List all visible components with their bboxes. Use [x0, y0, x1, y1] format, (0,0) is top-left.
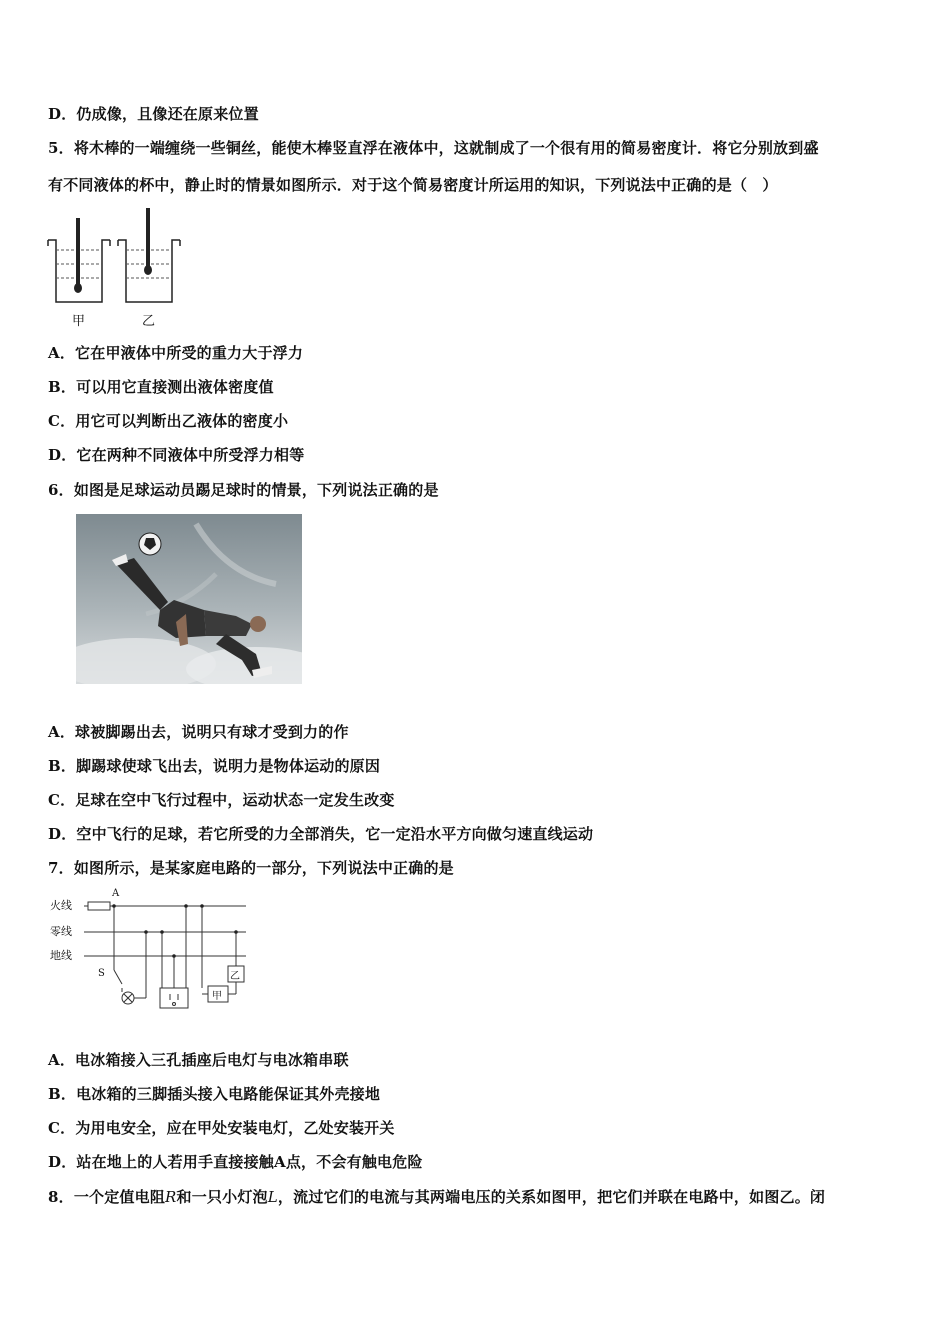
q7-option-b: B．电冰箱的三脚插头接入电路能保证其外壳接地: [48, 1085, 381, 1103]
circuit-diagram: [48, 888, 252, 1014]
q6-option-a: A．球被脚踢出去，说明只有球才受到力的作: [48, 723, 349, 741]
wire-label-ground: 地线: [50, 949, 72, 962]
soccer-player-image: [76, 514, 302, 684]
q7-option-a: A．电冰箱接入三孔插座后电灯与电冰箱串联: [48, 1051, 349, 1069]
wire-label-live: 火线: [50, 899, 72, 912]
q5-option-a: A．它在甲液体中所受的重力大于浮力: [48, 344, 304, 362]
beaker-label-jia: 甲: [72, 314, 86, 329]
box-label-yi: 乙: [230, 971, 240, 982]
beaker-yi: [118, 208, 180, 302]
point-a-label: A: [112, 888, 120, 899]
q5-option-b: B．可以用它直接测出液体密度值: [48, 378, 274, 396]
beaker-diagram: [44, 206, 184, 330]
q7-option-c: C．为用电安全，应在甲处安装电灯，乙处安装开关: [48, 1119, 395, 1137]
q8-stem-part-a: 8．一个定值电阻: [48, 1188, 166, 1206]
soccer-photo: [76, 514, 302, 684]
q7-option-d: D．站在地上的人若用手直接接触A点，不会有触电危险: [48, 1153, 423, 1171]
q6-option-b: B．脚踢球使球飞出去，说明力是物体运动的原因: [48, 757, 381, 775]
q8-stem: [48, 1186, 825, 1207]
q7-stem: 7．如图所示，是某家庭电路的一部分，下列说法中正确的是: [48, 859, 454, 877]
q8-var-r: R: [165, 1188, 177, 1206]
q5-beaker-figure: [44, 206, 184, 330]
q6-stem: 6．如图是足球运动员踢足球时的情景，下列说法正确的是: [48, 481, 439, 499]
q8-stem-part-b: 和一只小灯泡: [176, 1188, 268, 1206]
switch-s-label: S: [98, 968, 105, 979]
q5-stem-line1: 5．将木棒的一端缠绕一些铜丝，能使木棒竖直浮在液体中，这就制成了一个很有用的简易密度计．将它分别放到盛: [48, 139, 819, 157]
wire-label-neutral: 零线: [50, 925, 72, 938]
q4-option-d: D．仍成像，且像还在原来位置: [48, 105, 259, 123]
q8-var-l: L: [267, 1188, 278, 1206]
q5-option-c: C．用它可以判断出乙液体的密度小: [48, 412, 289, 430]
beaker-label-yi: 乙: [142, 314, 156, 329]
beaker-jia: [48, 218, 110, 302]
q8-stem-part-c: ，流过它们的电流与其两端电压的关系如图甲，把它们并联在电路中，如图乙。闭: [277, 1188, 826, 1206]
q5-option-d: D．它在两种不同液体中所受浮力相等: [48, 446, 305, 464]
q6-option-c: C．足球在空中飞行过程中，运动状态一定发生改变: [48, 791, 395, 809]
box-label-jia: 甲: [212, 991, 222, 1002]
q6-option-d: D．空中飞行的足球，若它所受的力全部消失，它一定沿水平方向做匀速直线运动: [48, 825, 594, 843]
q5-stem-line2: 有不同液体的杯中，静止时的情景如图所示．对于这个简易密度计所运用的知识，下列说法中正确的是（ ）: [48, 176, 778, 194]
